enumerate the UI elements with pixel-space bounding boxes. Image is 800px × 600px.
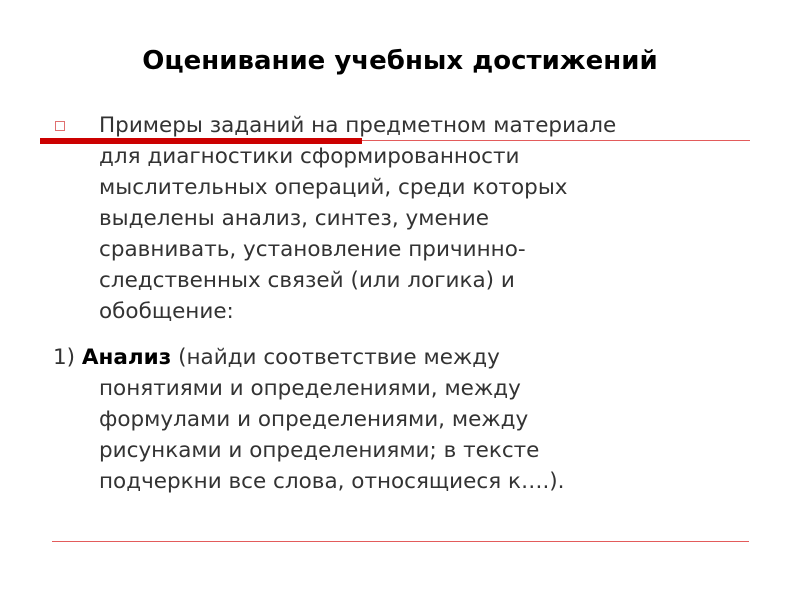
- intro-line: для диагностики сформированности: [99, 144, 520, 169]
- square-bullet-icon: [55, 121, 65, 131]
- intro-line: сравнивать, установление причинно-: [99, 237, 526, 262]
- intro-paragraph: [99, 110, 759, 327]
- item-first-line: [53, 342, 753, 373]
- item-number: 1): [53, 345, 76, 370]
- intro-line: выделены анализ, синтез, умение: [99, 206, 489, 231]
- item-line: формулами и определениями, между: [99, 407, 529, 432]
- item-term: Анализ: [81, 345, 172, 370]
- item-first-line-rest: (найди соответствие между: [178, 345, 500, 370]
- intro-line: обобщение:: [99, 299, 234, 324]
- slide-title: Оценивание учебных достижений: [142, 46, 658, 76]
- item-line: рисунками и определениями; в тексте: [99, 438, 540, 463]
- intro-line: Примеры заданий на предметном материале: [99, 113, 617, 138]
- intro-line: мыслительных операций, среди которых: [99, 175, 568, 200]
- item-line: понятиями и определениями, между: [99, 376, 521, 401]
- numbered-item: [53, 342, 753, 497]
- intro-line: следственных связей (или логика) и: [99, 268, 515, 293]
- bottom-divider: [52, 541, 749, 542]
- item-line: подчеркни все слова, относящиеся к….).: [99, 469, 565, 494]
